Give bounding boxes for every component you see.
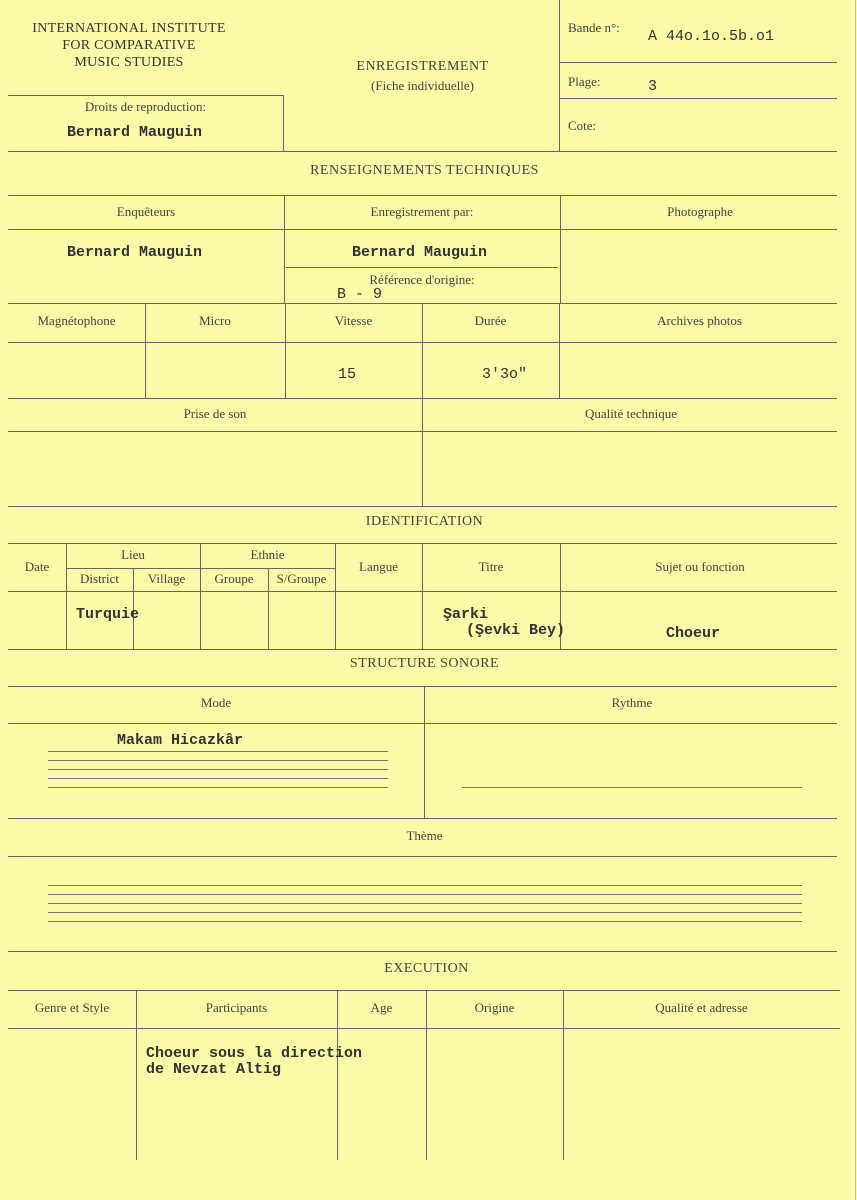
bande-label: Bande n°: (568, 20, 620, 35)
lieu-value: Turquie (76, 606, 140, 623)
participants-label: Participants (205, 1000, 268, 1015)
rule (8, 1028, 840, 1029)
mode-fill-line (48, 760, 388, 761)
rule (8, 506, 837, 507)
rule (559, 0, 560, 151)
plage-value: 3 (648, 78, 658, 95)
district-label: District (80, 571, 119, 586)
rule (8, 990, 840, 991)
rule (8, 342, 837, 343)
photographe-label: Photographe (667, 204, 733, 219)
enqueteurs-value: Bernard Mauguin (67, 244, 203, 261)
rule (8, 95, 283, 96)
mode-label: Mode (200, 695, 232, 710)
enqueteurs-label: Enquêteurs (116, 204, 176, 219)
origine-label: Origine (474, 1000, 515, 1015)
groupe-label: Groupe (214, 571, 254, 586)
rights-label: Droits de reproduction: (84, 99, 207, 114)
cote-label: Cote: (568, 118, 597, 133)
titre-label: Titre (478, 559, 504, 574)
bande-value: A 44o.1o.5b.o1 (648, 28, 775, 45)
plage-label: Plage: (568, 74, 601, 89)
age-label: Age (370, 1000, 393, 1015)
lieu-label: Lieu (121, 547, 145, 562)
rule (8, 686, 837, 687)
duree-label: Durée (474, 313, 507, 328)
rule (8, 818, 837, 819)
theme-fill-line (48, 912, 802, 913)
rule (8, 856, 837, 857)
genre-label: Genre et Style (34, 1000, 110, 1015)
participants-value-2: de Nevzat Altig (146, 1061, 282, 1078)
qualite-adresse-label: Qualité et adresse (655, 1000, 748, 1015)
rythme-label: Rythme (611, 695, 653, 710)
mode-fill-line (48, 769, 388, 770)
rule (559, 62, 837, 63)
rule (8, 951, 837, 952)
archives-photos-label: Archives photos (657, 313, 742, 328)
record-subtitle: (Fiche individuelle) (371, 78, 474, 93)
theme-fill-line (48, 885, 802, 886)
participants-value-1: Choeur sous la direction (146, 1045, 363, 1062)
rule (286, 267, 558, 268)
theme-label: Thème (406, 828, 443, 843)
execution-heading: EXECUTION (384, 961, 469, 976)
rule (559, 98, 837, 99)
vitesse-value: 15 (338, 366, 357, 383)
prise-de-son-label: Prise de son (183, 406, 247, 421)
titre-value-1: Şarki (443, 606, 489, 623)
village-label: Village (147, 571, 186, 586)
mode-value: Makam Hicazkâr (117, 732, 244, 749)
rule (283, 95, 284, 151)
sgroupe-label: S/Groupe (276, 571, 327, 586)
rule (8, 591, 837, 592)
rule (8, 229, 837, 230)
enregistrement-par-label: Enregistrement par: (370, 204, 474, 219)
vitesse-label: Vitesse (334, 313, 373, 328)
rule (8, 151, 837, 152)
theme-fill-line (48, 894, 802, 895)
identification-heading: IDENTIFICATION (365, 514, 484, 529)
technical-heading: RENSEIGNEMENTS TECHNIQUES (310, 163, 539, 178)
sujet-label: Sujet ou fonction (655, 559, 745, 574)
rythme-fill-line (462, 787, 802, 788)
duree-value: 3'3o" (482, 366, 528, 383)
card-edge (855, 0, 856, 1200)
institute-line-1: INTERNATIONAL INSTITUTE (32, 21, 226, 36)
langue-label: Langue (359, 559, 398, 574)
institute-line-3: MUSIC STUDIES (74, 55, 184, 70)
sujet-value: Choeur (666, 625, 721, 642)
rule (66, 568, 335, 569)
rule (8, 649, 837, 650)
rule (8, 195, 837, 196)
titre-value-2: (Şevki Bey) (466, 622, 566, 639)
record-title: ENREGISTREMENT (356, 59, 489, 74)
ethnie-label: Ethnie (250, 547, 285, 562)
reference-label: Référence d'origine: (369, 272, 475, 287)
rule (8, 431, 837, 432)
reference-value: B - 9 (337, 286, 383, 303)
theme-fill-line (48, 903, 802, 904)
rule (8, 723, 837, 724)
structure-heading: STRUCTURE SONORE (349, 656, 500, 671)
mode-fill-line (48, 778, 388, 779)
theme-fill-line (48, 921, 802, 922)
mode-fill-line (48, 751, 388, 752)
date-label: Date (24, 559, 50, 574)
rights-value: Bernard Mauguin (67, 124, 203, 141)
magnetophone-label: Magnétophone (37, 313, 116, 328)
institute-line-2: FOR COMPARATIVE (62, 38, 196, 53)
qualite-technique-label: Qualité technique (584, 406, 678, 421)
enregistrement-par-value: Bernard Mauguin (352, 244, 488, 261)
micro-label: Micro (199, 313, 231, 328)
mode-fill-line (48, 787, 388, 788)
institute-name (0, 20, 258, 71)
